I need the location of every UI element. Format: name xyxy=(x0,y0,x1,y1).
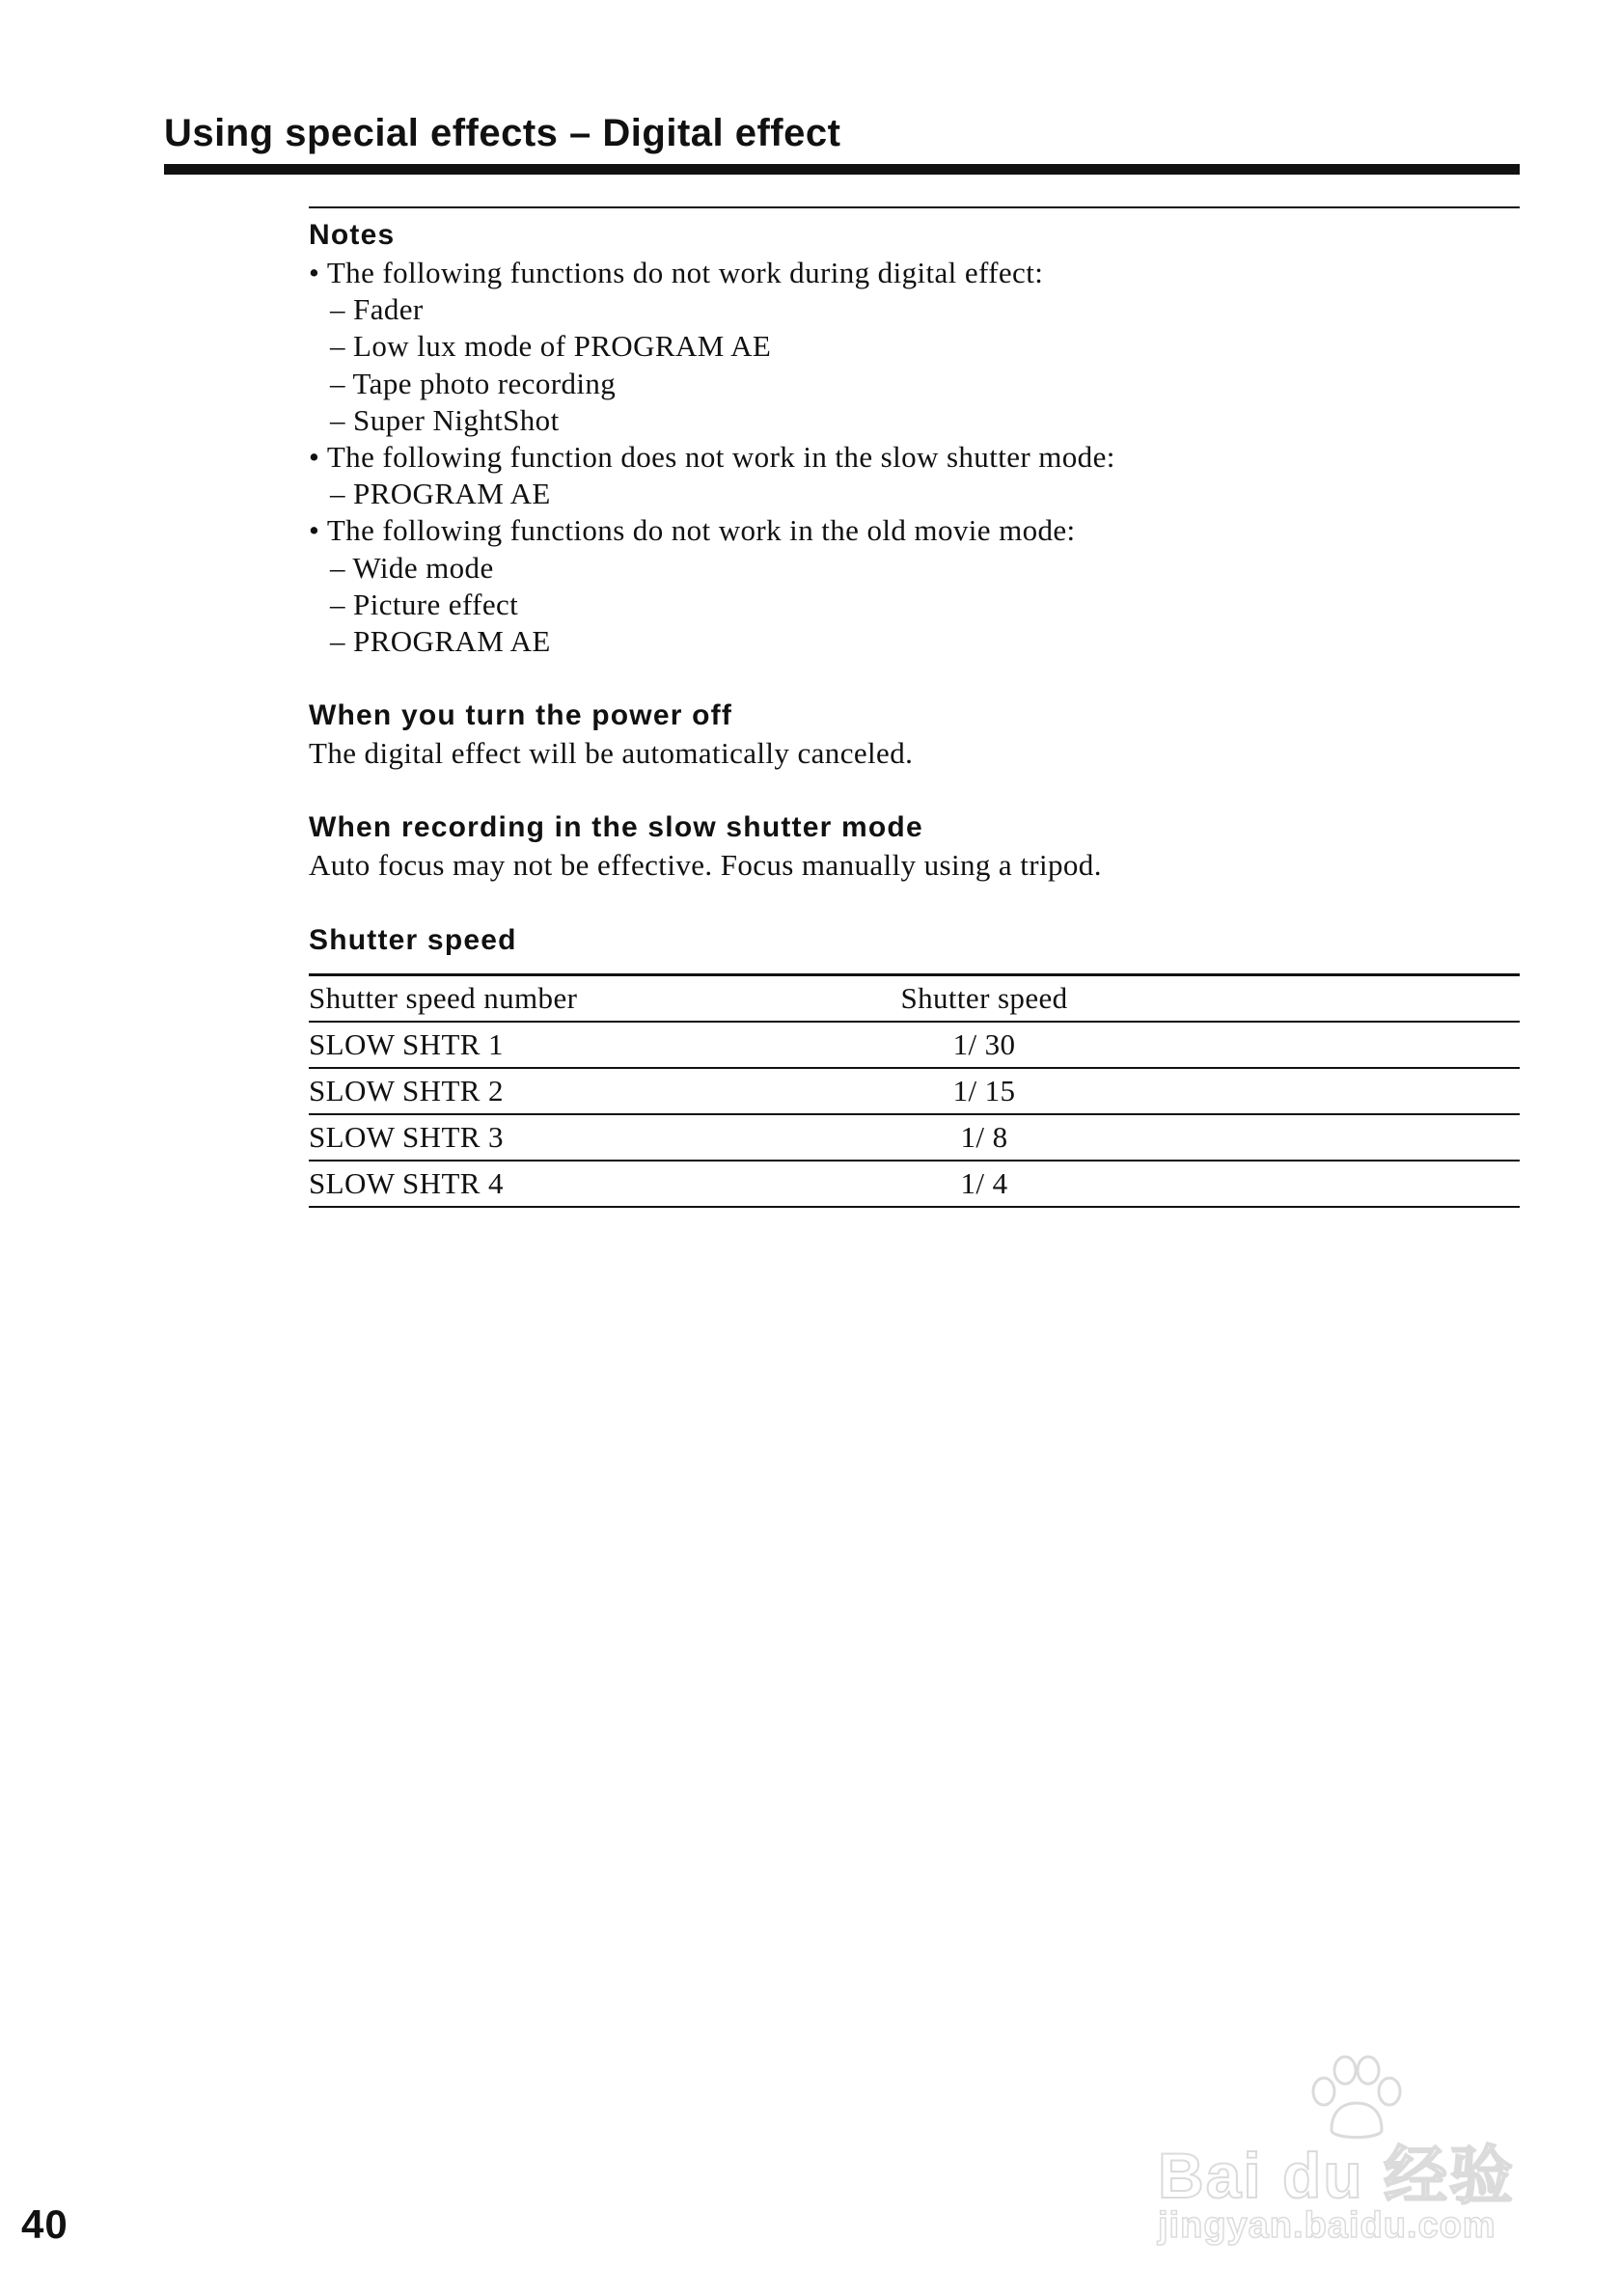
note-subitem: – PROGRAM AE xyxy=(330,477,551,511)
table-cell-spacer xyxy=(1100,1161,1520,1207)
table-row xyxy=(309,1114,1520,1161)
slow-shutter-text: Auto focus may not be effective. Focus manually using a tripod. xyxy=(309,848,1102,883)
note-item: • The following function does not work in the slow shutter mode: xyxy=(309,440,1115,475)
notes-rule xyxy=(309,206,1520,208)
note-subitem: – PROGRAM AE xyxy=(330,624,551,659)
table-cell-number: SLOW SHTR 3 xyxy=(309,1114,868,1161)
table-cell-speed: 1/ 8 xyxy=(868,1114,1100,1161)
note-subitem: – Tape photo recording xyxy=(330,366,617,400)
table-cell-number: SLOW SHTR 1 xyxy=(309,1022,868,1068)
table-row xyxy=(309,1068,1520,1114)
shutter-speed-heading: Shutter speed xyxy=(309,923,517,956)
page-number: 40 xyxy=(21,2201,69,2247)
note-item: • The following functions do not work during digital effect: xyxy=(309,256,1044,289)
table-cell-speed: 1/ 15 xyxy=(868,1068,1100,1114)
notes-list xyxy=(309,255,1520,660)
page-content xyxy=(309,206,1520,1208)
column-header-number: Shutter speed number xyxy=(309,974,868,1022)
page-title: Using special effects – Digital effect xyxy=(164,112,841,154)
note-subitem: – Fader xyxy=(330,292,424,327)
title-rule xyxy=(164,164,1520,175)
slow-shutter-heading: When recording in the slow shutter mode xyxy=(309,811,923,844)
power-off-heading: When you turn the power off xyxy=(309,699,733,732)
column-header-speed: Shutter speed xyxy=(868,974,1100,1022)
table-cell-spacer xyxy=(1100,1068,1520,1114)
table-row xyxy=(309,1022,1520,1068)
notes-heading: Notes xyxy=(309,219,396,251)
table-cell-speed: 1/ 30 xyxy=(868,1022,1100,1068)
table-cell-number: SLOW SHTR 4 xyxy=(309,1161,868,1207)
note-subitem: – Wide mode xyxy=(330,550,494,585)
table-cell-speed: 1/ 4 xyxy=(868,1161,1100,1207)
table-cell-spacer xyxy=(1100,1114,1520,1161)
table-header-row xyxy=(309,974,1520,1022)
note-item: • The following functions do not work in the old movie mode: xyxy=(309,513,1076,548)
shutter-speed-table xyxy=(309,973,1520,1208)
table-cell-number: SLOW SHTR 2 xyxy=(309,1068,868,1114)
watermark-brand: Bai du 经验 xyxy=(1158,2140,1516,2211)
note-subitem: – Super NightShot xyxy=(330,402,560,437)
watermark-url: jingyan.baidu.com xyxy=(1158,2205,1497,2246)
note-subitem: – Low lux mode of PROGRAM AE xyxy=(330,329,772,364)
note-subitem: – Picture effect xyxy=(330,587,519,621)
watermark xyxy=(1158,2055,1534,2248)
table-row xyxy=(309,1161,1520,1207)
table-cell-spacer xyxy=(1100,1022,1520,1068)
column-header-spacer xyxy=(1100,974,1520,1022)
power-off-text: The digital effect will be automatically canceled. xyxy=(309,736,914,771)
